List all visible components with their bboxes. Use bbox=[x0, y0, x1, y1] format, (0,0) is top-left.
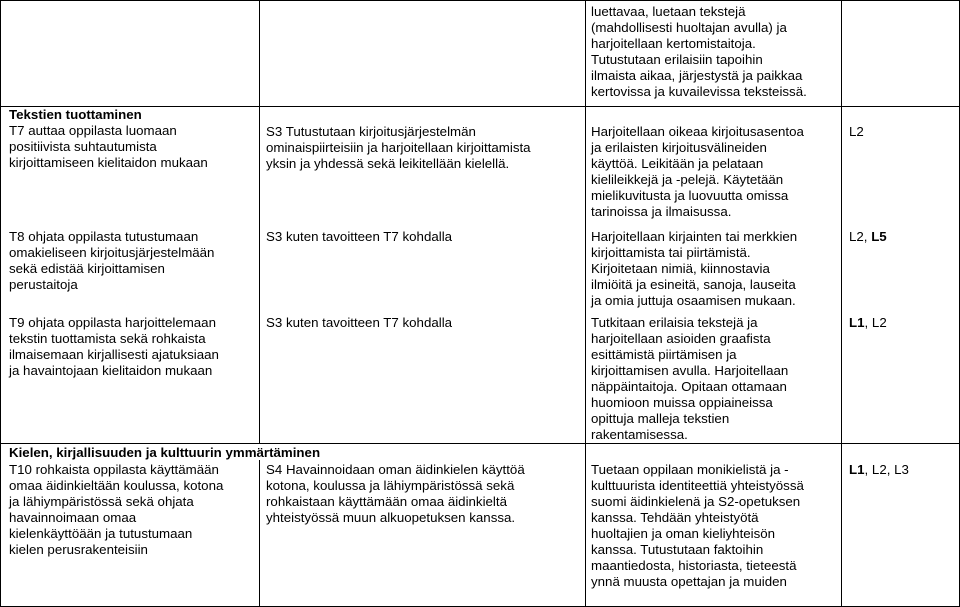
description-cell: Harjoitellaan kirjainten tai merkkien kirjoittamista tai piirtämistä. Kirjoitetaan nimiä, kiinnostavia ilmiöitä ja esineitä, sanoja, lauseita ja omia juttuja osaamisen mukaan. bbox=[591, 229, 798, 308]
content-cell: S3 Tutustutaan kirjoitusjärjestelmän ominaispiirteisiin ja harjoitellaan kirjoittamista yksin ja yhdessä sekä leikitellään kielellä. bbox=[266, 124, 531, 171]
goal-cell: T7 auttaa oppilasta luomaan positiivista suhtautumista kirjoittamiseen kielitaidon mukaan bbox=[9, 123, 208, 170]
competence-codes: L2 bbox=[849, 124, 864, 139]
description-cell: Tuetaan oppilaan monikielistä ja - kulttuurista identiteettiä yhteistyössä suomi äidinkielenä ja S2-opetuksen kanssa. Tehdään yhteistyötä huoltajien ja oman kieliyhteisön kanssa. Tutustutaan faktoihin maantiedosta, historiasta, tieteestä ynnä muusta opettajan ja muiden bbox=[591, 462, 804, 589]
goal-cell: T10 rohkaista oppilasta käyttämään omaa äidinkieltään koulussa, kotona ja lähiympäristössä sekä ohjata havainnoimaan omaa kielenkäyttöään ja tutustumaan kielen perusrakenteisiin bbox=[9, 462, 224, 557]
description-cell: luettavaa, luetaan tekstejä (mahdollisesti huoltajan avulla) ja harjoitellaan kertomistaitoja. Tutustutaan erilaisiin tapoihin ilmaista aikaa, järjestystä ja paikkaa kertovissa ja kuvailevissa teksteissä. bbox=[591, 4, 807, 99]
competence-bold: L1 bbox=[849, 462, 865, 477]
description-cell: Harjoitellaan oikeaa kirjoitusasentoa ja erilaisten kirjoitusvälineiden käyttöä. Leikitään ja pelataan kielileikkejä ja -pelejä. Käytetään mielikuvitusta ja luovuutta omissa tarinoissa ja ilmaisussa. bbox=[591, 124, 804, 219]
goal-cell: T8 ohjata oppilasta tutustumaan omakieliseen kirjoitusjärjestelmään sekä edistää kirjoittamisen perustaitoja bbox=[9, 229, 215, 292]
competence-bold: L5 bbox=[871, 229, 887, 244]
competence-bold: L1 bbox=[849, 315, 865, 330]
section-heading: Kielen, kirjallisuuden ja kulttuurin ymmärtäminen bbox=[9, 445, 321, 460]
competence-codes: , L2 bbox=[864, 315, 887, 330]
competence-cell bbox=[849, 315, 957, 331]
competence-codes: L2, bbox=[849, 229, 872, 244]
competence-cell bbox=[849, 462, 957, 478]
competence-cell bbox=[849, 124, 957, 140]
column-divider bbox=[585, 0, 586, 607]
competence-cell bbox=[849, 229, 957, 245]
section-heading: Tekstien tuottaminen bbox=[9, 107, 142, 122]
content-cell: S3 kuten tavoitteen T7 kohdalla bbox=[266, 229, 453, 244]
competence-codes: , L2, L3 bbox=[864, 462, 909, 477]
description-cell: Tutkitaan erilaisia tekstejä ja harjoitellaan asioiden graafista esittämistä piirtämisen ja kirjoittamisen avulla. Harjoitellaan näppäintaitoja. Opitaan ottamaan huomioon muissa oppiaineissa opittuja malleja tekstien rakentamisessa. bbox=[591, 315, 789, 442]
content-cell: S4 Havainnoidaan oman äidinkielen käyttöä kotona, koulussa ja lähiympäristössä sekä rohkaistaan käyttämään omaa äidinkieltä yhteistyössä muun alkuopetuksen kanssa. bbox=[266, 462, 525, 525]
goal-cell: T9 ohjata oppilasta harjoittelemaan tekstin tuottamista sekä rohkaista ilmaisemaan kirjallisesti ajatuksiaan ja havaintojaan kielitaidon mukaan bbox=[9, 315, 219, 378]
table-border-top bbox=[0, 0, 960, 1]
column-divider bbox=[841, 0, 842, 607]
content-cell: S3 kuten tavoitteen T7 kohdalla bbox=[266, 315, 453, 330]
column-divider bbox=[259, 0, 260, 607]
column-divider bbox=[0, 0, 1, 607]
